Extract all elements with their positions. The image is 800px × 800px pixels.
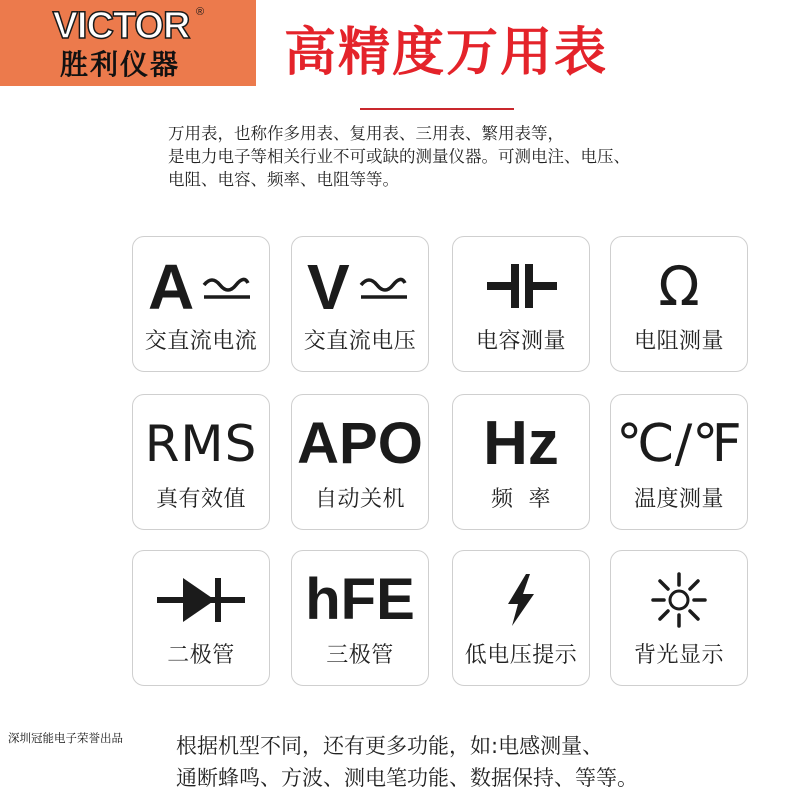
auto-power-off-icon: APO [297,411,423,476]
intro-line: 电阻、电容、频率、电阻等等。 [168,170,399,189]
feature-label: 温度测量 [633,487,724,512]
feature-card-auto-power-off [291,394,429,530]
hertz-icon: Hz [483,409,559,478]
backlight-sun-icon [611,561,747,639]
title-divider [360,108,514,110]
intro-line: 万用表，也称作多用表、复用表、三用表、繁用表等， [168,124,564,143]
feature-label: 二极管 [167,643,235,668]
feature-card-backlight [610,550,748,686]
feature-label: 交直流电压 [303,329,417,354]
manufacturer-credit: 深圳冠能电子荣誉出品 [8,731,123,745]
feature-label: 电阻测量 [633,329,724,354]
feature-card-low-voltage [452,550,590,686]
page-title: 高精度万用表 [283,23,608,83]
ac-dc-voltage-icon [292,247,428,325]
footer-line: 根据机型不同，还有更多功能，如:电感测量、 [176,734,604,758]
feature-label: 低电压提示 [464,643,578,668]
feature-card-transistor [291,550,429,686]
feature-card-capacitor [452,236,590,372]
ac-dc-current-icon [133,247,269,325]
feature-card-resistance [610,236,748,372]
feature-card-diode [132,550,270,686]
feature-card-ac-dc-voltage [291,236,429,372]
feature-card-rms [132,394,270,530]
registered-mark: ® [196,6,205,18]
feature-card-temperature [610,394,748,530]
svg-text:V: V [307,251,350,321]
feature-label: 真有效值 [155,487,246,512]
intro-line: 是电力电子等相关行业不可或缺的测量仪器。可测电注、电压、 [168,147,630,166]
footer-paragraph [176,730,776,794]
logo-chinese-name: 胜利仪器 [59,48,180,81]
feature-card-ac-dc-current [132,236,270,372]
svg-text:A: A [148,251,195,321]
intro-paragraph [168,122,688,191]
capacitor-icon [453,247,589,325]
feature-card-frequency [452,394,590,530]
feature-grid [130,236,746,696]
ohm-icon: Ω [658,254,700,318]
diode-icon [133,561,269,639]
feature-label: 电容测量 [475,329,566,354]
feature-label: 背光显示 [633,643,724,668]
footer-line: 通断蜂鸣、方波、测电笔功能、数据保持、等等。 [176,766,638,790]
temperature-icon: ℃/℉ [616,414,742,474]
low-voltage-lightning-icon [453,561,589,639]
logo-brand-text: VICTOR [52,5,190,47]
transistor-hfe-icon: hFE [305,567,415,632]
feature-label: 交直流电流 [144,329,258,354]
victor-logo [0,0,256,86]
rms-icon: RMS [144,415,258,473]
feature-label: 频 率 [491,487,551,512]
feature-label: 三极管 [326,643,394,668]
feature-label: 自动关机 [314,487,405,512]
